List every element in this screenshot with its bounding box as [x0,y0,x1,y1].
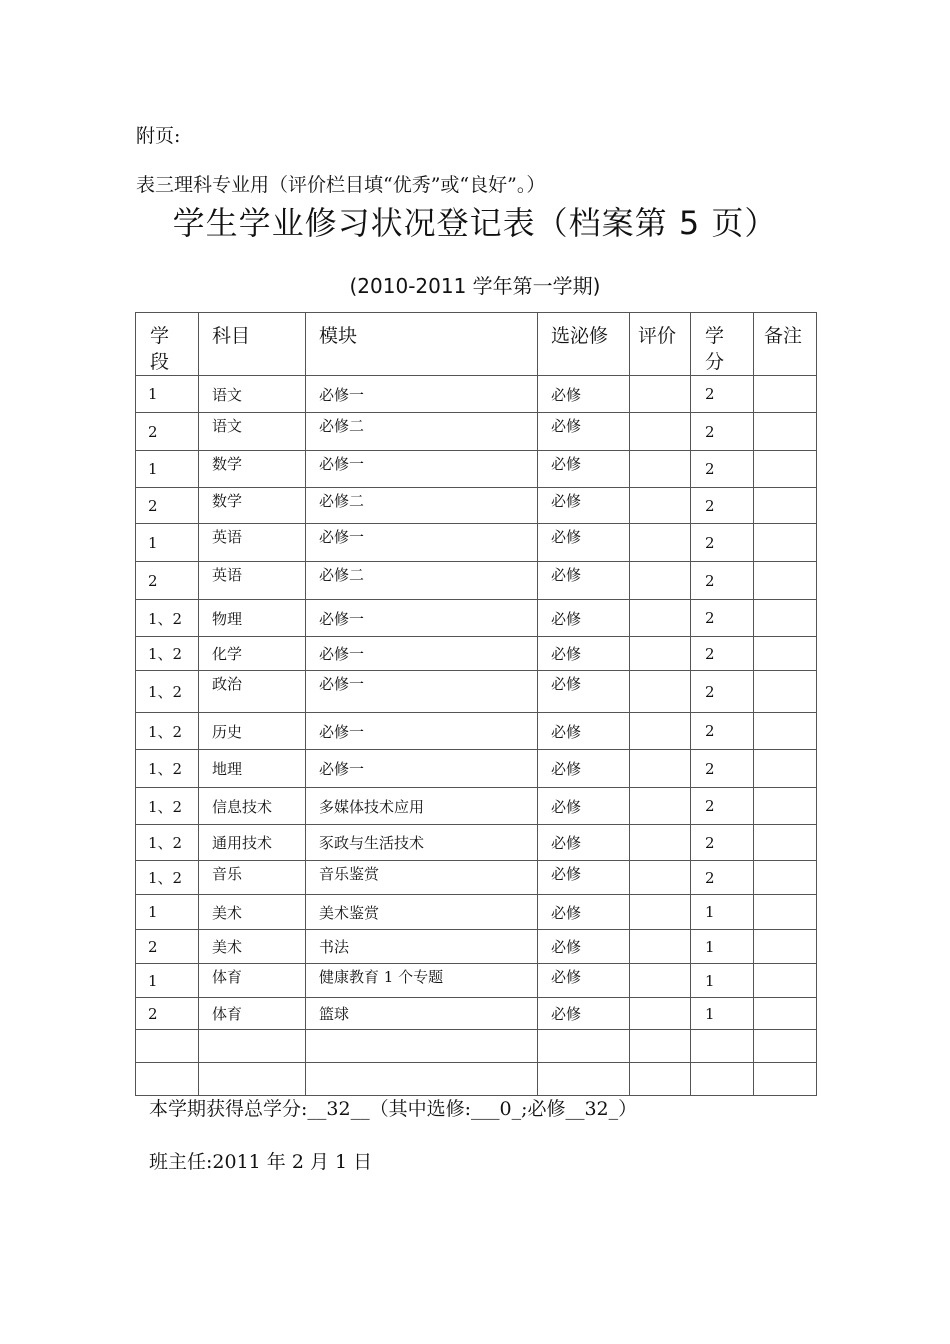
cell-credit-text: 2 [705,609,715,627]
cell-eval [630,998,691,1030]
cell-subject-text: 物理 [212,609,243,628]
cell-subject-text: 数学 [212,492,243,510]
cell-type-text: 必修 [551,528,582,546]
cell-module-text: 必修二 [319,492,365,510]
cell-eval [630,637,691,671]
cell-type [538,788,630,825]
header-type [538,313,630,376]
cell-module-text: 必修一 [319,455,365,473]
cell-note [754,713,817,750]
cell-eval [630,376,691,413]
cell-credit [691,930,754,964]
table-row [136,524,817,562]
cell-credit [691,1030,754,1063]
cell-note [754,562,817,600]
cell-type [538,1063,630,1096]
cell-stage-text: 1、2 [148,760,183,778]
cell-credit-text: 1 [705,971,715,990]
cell-eval [630,825,691,861]
cell-type-text: 必修 [551,797,582,816]
cell-module-text: 必修二 [319,566,365,584]
cell-type [538,413,630,451]
cell-module [306,488,538,524]
cell-type [538,713,630,750]
cell-credit-text: 2 [705,833,715,852]
cell-type-text: 必修 [551,834,582,852]
cell-eval [630,1030,691,1063]
cell-credit [691,488,754,524]
cell-credit-text: 2 [705,571,715,590]
cell-credit-text: 1 [705,1004,715,1023]
cell-subject [199,1030,306,1063]
cell-subject [199,562,306,600]
page-subtitle: (2010-2011 学年第一学期) [349,274,601,298]
cell-subject-text: 政治 [212,675,243,693]
cell-stage [136,788,199,825]
cell-module-text: 篮球 [319,1005,350,1023]
cell-module [306,451,538,488]
appendix-label: 附页: [136,125,181,147]
cell-eval [630,600,691,637]
cell-subject [199,671,306,713]
cell-module [306,600,538,637]
cell-module-text: 多媒体技术应用 [319,797,425,816]
cell-credit [691,964,754,998]
cell-eval [630,713,691,750]
cell-subject [199,930,306,964]
cell-subject [199,825,306,861]
cell-type-text: 必修 [551,865,582,883]
table-note: 表三理科专业用（评价栏目填“优秀”或“良好”。） [136,174,546,196]
cell-type-text: 必修 [551,760,582,778]
cell-stage-text: 1 [148,903,158,921]
cell-subject [199,451,306,488]
cell-stage-text: 1、2 [148,683,183,701]
header-stage-label: 学段 [150,325,170,373]
cell-type [538,600,630,637]
cell-stage [136,861,199,895]
cell-stage-text: 1、2 [148,834,183,852]
cell-type [538,637,630,671]
cell-module-text: 必修一 [319,760,365,778]
cell-subject-text: 地理 [212,760,243,778]
cell-stage-text: 1、2 [148,609,183,628]
table-row [136,1063,817,1096]
cell-credit-text: 2 [705,722,715,740]
cell-stage-text: 1、2 [148,722,183,741]
cell-module [306,524,538,562]
cell-stage [136,524,199,562]
table-row [136,998,817,1030]
cell-credit-text: 2 [705,644,715,663]
cell-subject [199,413,306,451]
cell-subject-text: 英语 [212,566,243,584]
cell-type [538,451,630,488]
cell-type-text: 必修 [551,903,582,922]
cell-subject-text: 体育 [212,968,243,986]
cell-stage [136,637,199,671]
cell-credit [691,750,754,788]
cell-type-text: 必修 [551,1005,582,1023]
cell-note [754,964,817,998]
cell-credit [691,895,754,930]
cell-credit-text: 2 [705,682,715,701]
table-row [136,413,817,451]
cell-subject-text: 信息技术 [212,797,273,816]
cell-stage-text: 1 [148,971,158,990]
cell-module-text: 豕政与生活技术 [319,834,425,852]
cell-subject [199,713,306,750]
record-table [135,312,817,1096]
cell-eval [630,562,691,600]
cell-credit [691,637,754,671]
cell-credit [691,788,754,825]
cell-type [538,376,630,413]
cell-stage [136,671,199,713]
cell-module [306,637,538,671]
cell-note [754,600,817,637]
table-row [136,376,817,413]
cell-subject-text: 语文 [212,417,243,435]
table-row [136,671,817,713]
table-row [136,930,817,964]
cell-eval [630,788,691,825]
cell-eval [630,413,691,451]
cell-subject [199,788,306,825]
cell-type [538,488,630,524]
cell-subject [199,750,306,788]
cell-subject [199,998,306,1030]
cell-stage [136,998,199,1030]
cell-stage [136,750,199,788]
cell-note [754,413,817,451]
table-header-row [136,313,817,376]
cell-type-text: 必修 [551,566,582,584]
cell-stage-text: 1 [148,460,158,478]
cell-module-text: 书法 [319,938,350,956]
cell-eval [630,930,691,964]
cell-credit [691,562,754,600]
table-row [136,637,817,671]
cell-subject [199,964,306,998]
cell-type [538,750,630,788]
cell-eval [630,1063,691,1096]
cell-subject-text: 英语 [212,528,243,546]
cell-credit [691,376,754,413]
cell-type [538,524,630,562]
cell-type-text: 必修 [551,417,582,435]
cell-stage-text: 1、2 [148,797,183,816]
cell-subject [199,1063,306,1096]
cell-module [306,713,538,750]
cell-stage-text: 1、2 [148,645,183,663]
cell-eval [630,524,691,562]
table-body [136,376,817,1096]
cell-subject-text: 美术 [212,903,243,922]
cell-eval [630,964,691,998]
cell-stage [136,1063,199,1096]
cell-note [754,750,817,788]
cell-type-text: 必修 [551,385,582,404]
cell-credit-text: 2 [705,868,715,887]
cell-type-text: 必修 [551,645,582,663]
cell-eval [630,750,691,788]
cell-note [754,998,817,1030]
cell-credit [691,524,754,562]
cell-credit [691,1063,754,1096]
cell-module [306,413,538,451]
cell-type-text: 必修 [551,492,582,510]
cell-note [754,930,817,964]
table-row [136,788,817,825]
cell-note [754,524,817,562]
cell-subject [199,637,306,671]
cell-note [754,1030,817,1063]
cell-module [306,750,538,788]
cell-module-text: 音乐鉴赏 [319,865,380,883]
cell-module [306,1063,538,1096]
cell-type [538,895,630,930]
cell-stage-text: 2 [148,422,158,441]
header-subject [199,313,306,376]
cell-stage-text: 1 [148,385,158,403]
cell-type [538,825,630,861]
table-row [136,451,817,488]
cell-subject [199,895,306,930]
cell-credit [691,825,754,861]
cell-stage-text: 2 [148,937,158,956]
cell-module-text: 必修一 [319,675,365,693]
footer-credits: 本学期获得总学分:__32__（其中选修:___0_;必修__32_） [149,1098,638,1120]
table-row [136,825,817,861]
cell-module [306,562,538,600]
cell-type [538,930,630,964]
cell-stage-text: 2 [148,571,158,590]
cell-note [754,861,817,895]
cell-subject-text: 音乐 [212,865,243,883]
cell-module [306,1030,538,1063]
cell-module-text: 健康教育 1 个专题 [319,968,444,986]
header-type-label: 选泌修 [551,325,609,347]
cell-note [754,671,817,713]
table-row [136,600,817,637]
cell-module [306,998,538,1030]
cell-note [754,451,817,488]
cell-credit-text: 2 [705,759,715,778]
cell-stage [136,451,199,488]
cell-subject [199,861,306,895]
cell-subject-text: 体育 [212,1005,243,1023]
cell-type-text: 必修 [551,609,582,628]
cell-module [306,861,538,895]
cell-stage-text: 1 [148,533,158,552]
cell-subject-text: 美术 [212,938,243,956]
cell-stage [136,562,199,600]
cell-subject-text: 数学 [212,455,243,473]
cell-stage [136,930,199,964]
cell-eval [630,861,691,895]
table-row [136,1030,817,1063]
cell-module-text: 必修一 [319,722,365,741]
cell-subject [199,488,306,524]
cell-subject [199,524,306,562]
header-eval [630,313,691,376]
cell-subject-text: 语文 [212,385,243,404]
header-module-label: 模块 [319,325,358,347]
cell-type-text: 必修 [551,675,582,693]
cell-subject-text: 通用技术 [212,834,273,852]
cell-module [306,671,538,713]
cell-stage [136,488,199,524]
cell-stage [136,600,199,637]
header-eval-label: 评价 [638,325,677,347]
cell-stage [136,413,199,451]
cell-credit-text: 2 [705,533,715,552]
cell-module [306,825,538,861]
header-note [754,313,817,376]
cell-type [538,964,630,998]
cell-subject-text: 历史 [212,722,243,741]
cell-type-text: 必修 [551,722,582,741]
cell-credit [691,998,754,1030]
cell-eval [630,671,691,713]
header-module [306,313,538,376]
cell-type [538,1030,630,1063]
cell-note [754,825,817,861]
cell-subject-text: 化学 [212,645,243,663]
cell-credit [691,861,754,895]
cell-type-text: 必修 [551,968,582,986]
cell-note [754,488,817,524]
header-credit-label: 学分 [705,325,725,373]
table-row [136,488,817,524]
cell-note [754,637,817,671]
cell-eval [630,895,691,930]
header-subject-label: 科目 [212,325,251,347]
table-row [136,895,817,930]
cell-type-text: 必修 [551,455,582,473]
cell-module-text: 必修二 [319,417,365,435]
cell-type [538,998,630,1030]
cell-eval [630,451,691,488]
header-stage [136,313,199,376]
cell-module [306,376,538,413]
cell-note [754,788,817,825]
cell-credit [691,671,754,713]
cell-note [754,1063,817,1096]
header-credit [691,313,754,376]
table-row [136,861,817,895]
cell-type [538,861,630,895]
cell-module [306,964,538,998]
cell-stage [136,825,199,861]
cell-credit-text: 1 [705,903,715,921]
cell-type-text: 必修 [551,938,582,956]
table-row [136,713,817,750]
page-title: 学生学业修习状况登记表（档案第 5 页） [172,204,778,242]
cell-stage [136,1030,199,1063]
cell-subject [199,600,306,637]
table-row [136,562,817,600]
cell-module [306,788,538,825]
cell-stage [136,376,199,413]
cell-credit-text: 2 [705,496,715,515]
cell-credit [691,413,754,451]
cell-module-text: 美术鉴赏 [319,903,380,922]
header-note-label: 备注 [764,325,803,347]
cell-note [754,376,817,413]
cell-stage-text: 2 [148,1004,158,1023]
cell-credit-text: 2 [705,460,715,478]
table-row [136,750,817,788]
cell-credit-text: 2 [705,385,715,403]
cell-eval [630,488,691,524]
footer-teacher: 班主任:2011 年 2 月 1 日 [149,1151,373,1173]
cell-credit-text: 2 [705,422,715,441]
cell-module-text: 必修一 [319,609,365,628]
cell-stage-text: 2 [148,496,158,515]
cell-module-text: 必修一 [319,645,365,663]
cell-type [538,562,630,600]
cell-stage [136,964,199,998]
cell-stage-text: 1、2 [148,869,183,887]
cell-module-text: 必修一 [319,385,365,404]
cell-credit-text: 2 [705,797,715,815]
cell-module [306,930,538,964]
cell-credit [691,451,754,488]
cell-stage [136,895,199,930]
cell-module-text: 必修一 [319,528,365,546]
cell-credit [691,713,754,750]
cell-stage [136,713,199,750]
cell-module [306,895,538,930]
cell-credit-text: 1 [705,937,715,956]
cell-credit [691,600,754,637]
cell-subject [199,376,306,413]
cell-type [538,671,630,713]
table-row [136,964,817,998]
cell-note [754,895,817,930]
